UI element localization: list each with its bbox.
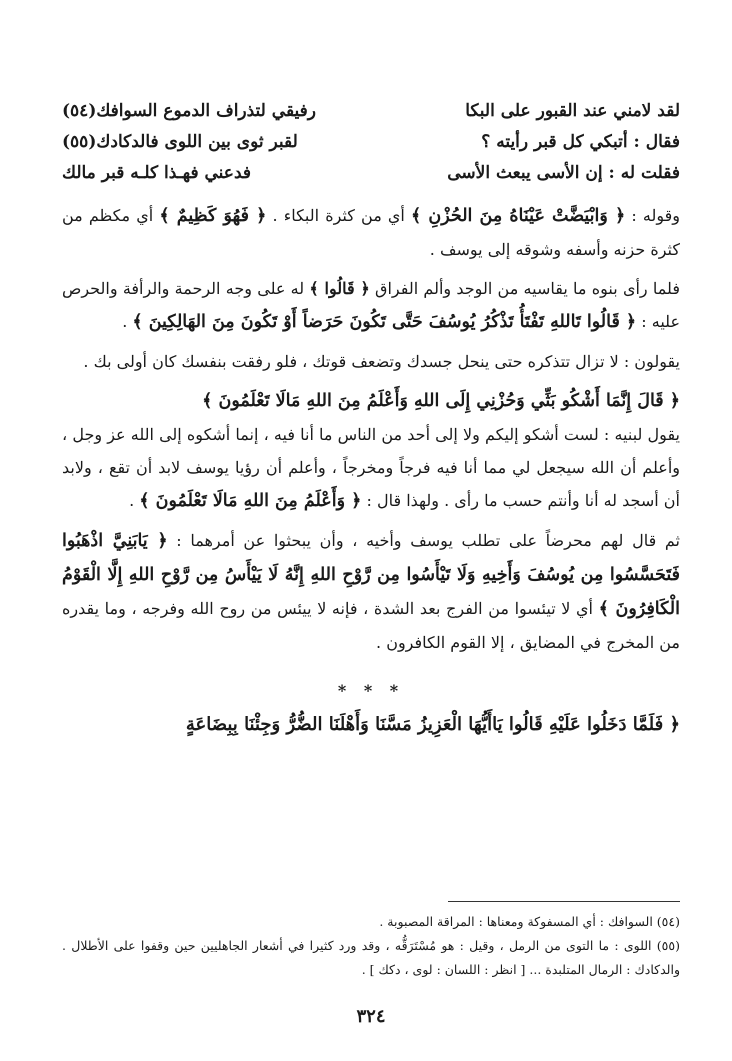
commentary-text: يقول لبنيه : لست أشكو إليكم ولا إلى أحد من الناس ما أنا فيه ، إنما أشكوه إلى الله عز وجل ، وأعلم أن الله سيجعل لي مما أنا فيه فرجاً ومخرجاً ، وأعلم أن رؤيا يوسف لابد أن تقع ، ولابد أن أسجد له أنا وأنتم حسب ما رأى . ولهذا قال :	[62, 425, 680, 510]
verse-second-hemistich: لقبر ثوى بين اللوى فالدكادك(٥٥)	[62, 132, 298, 152]
footnotes	[62, 910, 680, 982]
paragraph-search-yusuf	[62, 524, 680, 659]
paragraph-complaint	[62, 384, 680, 518]
commentary-text: .	[122, 312, 133, 331]
verse-first-hemistich: لقد لامني عند القبور على البكا	[465, 101, 680, 121]
paragraph-explanation: يقولون : لا تزال تتذكره حتى ينحل جسدك وتضعف قوتك ، فلو رفقت بنفسك كان أولى بك .	[83, 352, 680, 371]
poem-verse	[62, 127, 680, 158]
commentary-text: وقوله :	[625, 206, 681, 225]
quran-quote: ﴿ فَهُوَ كَظِيمٌ ﴾	[159, 206, 267, 226]
commentary-text: له على وجه الرحمة والرأفة والحرص عليه :	[62, 279, 680, 331]
footnote-54: (٥٤) السوافك : أي المسفوكة ومعناها : المراقة المصبوبة .	[379, 914, 680, 929]
section-separator: * * *	[337, 681, 405, 700]
commentary-text: أي من كثرة البكاء .	[266, 206, 412, 225]
commentary-text: أي مكظم من كثرة حزنه وأسفه وشوقه إلى يوسف .	[62, 206, 680, 259]
poem-verse	[62, 158, 680, 189]
poem-verse	[62, 96, 680, 127]
quran-quote: ﴿ قَالُوا ﴾	[309, 279, 370, 298]
verse-second-hemistich: فدعني فهـذا كلـه قبر مالك	[62, 163, 252, 183]
footnote-divider	[448, 901, 680, 902]
commentary-text: أي لا تيئسوا من الفرج بعد الشدة ، فإنه لا ييئس من روح الله وفرجه ، وما يقدره من المخرج في المضايق ، إلا القوم الكافرون .	[62, 599, 680, 652]
verse-first-hemistich: فقلت له : إن الأسى يبعث الأسى	[447, 163, 680, 183]
paragraph-sons-reply	[62, 272, 680, 339]
commentary-text: ثم قال لهم محرضاً على تطلب يوسف وأخيه ، وأن يبحثوا عن أمرهما :	[167, 531, 681, 550]
closing-verse: ﴿ فَلَمَّا دَخَلُوا عَلَيْهِ قَالُوا يَاأَيُّهَا الْعَزِيزُ مَسَّنَا وَأَهْلَنَا الضُّرُّ وَجِئْنَا بِبِضَاعَةٍ	[185, 714, 680, 735]
page-number: ٣٢٤	[356, 1006, 386, 1027]
quran-quote: ﴿ قَالَ إِنَّمَا أَشْكُو بَثِّي وَحُزْنِي إِلَى اللهِ وَأَعْلَمُ مِنَ اللهِ مَالَا تَعْلَمُونَ ﴾	[202, 391, 680, 411]
footnote-55: (٥٥) اللوى : ما التوى من الرمل ، وقيل : هو مُسْتَرَقُّه ، وقد ورد كثيرا في أشعار الجاهليين حين وقفوا على الأطلال . والدكادك : الرمال المتلبدة ... [ انظر : اللسان : لوى ، دكك ] .	[62, 938, 680, 977]
verse-first-hemistich: فقال : أتبكي كل قبر رأيته ؟	[481, 132, 680, 152]
verse-second-hemistich: رفيقي لتذراف الدموع السوافك(٥٤)	[62, 101, 317, 121]
page-body	[62, 96, 680, 742]
poem-block	[62, 96, 680, 189]
commentary-text: .	[129, 491, 140, 510]
quran-quote: ﴿ وَابْيَضَّتْ عَيْنَاهُ مِنَ الحُزْنِ ﴾	[411, 206, 626, 226]
quran-quote: ﴿ وَأَعْلَمُ مِنَ اللهِ مَالَا تَعْلَمُونَ ﴾	[139, 491, 362, 511]
quran-quote: ﴿ قَالُوا تَاللهِ تَفْتَأُ تَذْكُرُ يُوسُفَ حَتَّى تَكُونَ حَرَضاً أَوْ تَكُونَ مِنَ الهَالِكِينَ ﴾	[132, 312, 637, 332]
paragraph-white-eyes	[62, 199, 680, 266]
quran-quote: ﴿ يَابَنِيَّ اذْهَبُوا فَتَحَسَّسُوا مِن يُوسُفَ وَأَخِيهِ وَلَا تَيْأَسُوا مِن رَّوْحِ اللهِ إِنَّهُ لَا يَيْأَسُ مِن رَّوْحِ اللهِ إِلَّا الْقَوْمُ الْكَافِرُونَ ﴾	[62, 531, 680, 619]
commentary-text: فلما رأى بنوه ما يقاسيه من الوجد وألم الفراق	[369, 279, 680, 298]
